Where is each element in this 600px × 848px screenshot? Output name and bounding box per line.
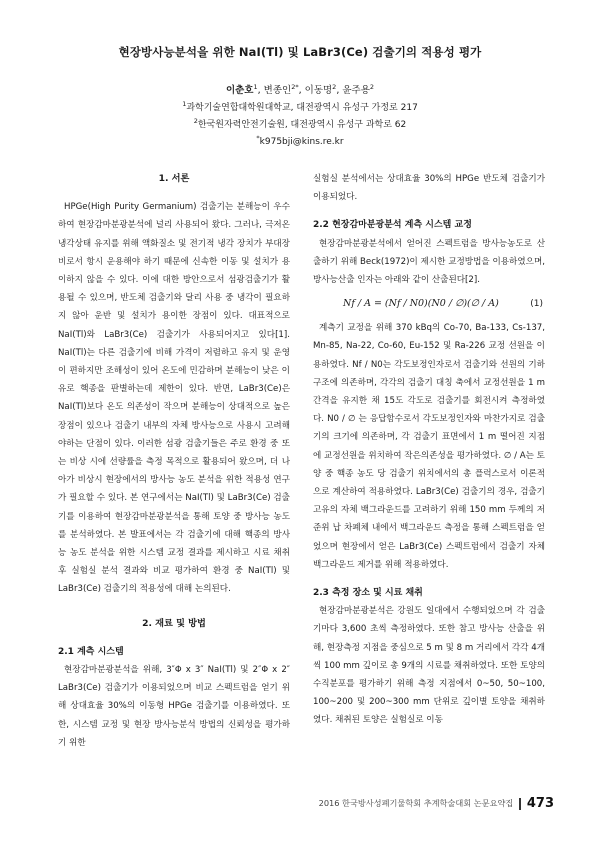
section-2-1-heading: 2.1 계측 시스템 [58,646,124,657]
affiliation-1 [0,100,600,113]
section-2-3-heading: 2.3 측정 장소 및 시료 채취 [313,588,423,599]
author-3-sup: 2 [332,82,337,91]
equation-1 [313,289,545,319]
equation-number: (1) [530,299,543,310]
equation-body: Nf / A = (Nf / N0)(N0 / ∅)(∅ / A) [343,298,499,310]
affiliation-2 [0,117,600,130]
author-4-sup: 2 [369,82,375,91]
author-list [0,82,600,96]
author-2-sup: 2* [291,82,299,91]
footer-separator [519,798,521,810]
section-2-heading: 2. 재료 및 방법 [142,617,206,629]
author-4: 윤주용 [342,85,370,96]
section-2-3-paragraph: 현장감마분광분석은 강원도 일대에서 수행되었으며 각 검출기마다 3,600 초씩 측정하였다. 또한 참고 방사능 산출을 위해, 현장측정 지점을 중심으로 5 m 및 8 m 거리에서 각각 4개씩 100 mm 깊이로 총 9개의 시료를 채취하였다. 또한 토양의 수직분포를 평가하기 위해 측정 지점에서 0~50, 50~100, 100~200 및 200~300 mm 단위로 깊이별 토양을 채취하였다. 채취된 토양은 실험실로 이동 [313,606,545,726]
footer-text: 2016 한국방사성폐기물학회 추계학술대회 논문요약집 [318,798,514,808]
page-number: 473 [526,796,554,811]
left-column [58,170,290,752]
author-2: 변종인 [263,85,292,96]
section-2-2-paragraph-1: 현장감마분광분석에서 얻어진 스펙트럼을 방사능농도로 산출하기 위해 Beck(1972)이 제시한 교정방법을 이용하였으며, 방사능산출 인자는 아래와 같이 산출된다[2]. [313,238,545,286]
continued-paragraph: 실험실 분석에서는 상대효율 30%의 HPGe 반도체 검출기가 이용되었다. [313,174,545,203]
right-column [313,170,545,730]
section-2-2-paragraph-2: 계측기 교정을 위해 370 kBq의 Co-70, Ba-133, Cs-137, Mn-85, Na-22, Co-60, Eu-152 및 Ra-226 교정 선원을 이용하였다. Nf / N0는 각도보정인자로서 검출기와 선원의 기하구조에 의존하며, 각각의 검출기 대칭 축에서 교정선원을 1 m 간격을 유지한 채 15도 각도로 검출기를 회전시켜 측정하였다. N0 / ∅ 는 응답함수로서 각도보정인자와 마찬가지로 검출기의 크기에 의존하며, 각 검출기 표면에서 1 m 떨어진 지점에 교정선원을 위치하여 작은의존성을 평가하였다. ∅ / A는 토양 중 핵종 농도 당 검출기 위치에서의 총 플럭스로서 이론적으로 계산하여 적용하였다. LaBr3(Ce) 검출기의 경우, 검출기 고유의 자체 백그라운드를 고려하기 위해 150 mm 두께의 저준위 납 차폐체 내에서 백그라운드 측정을 통해 스펙트럼을 얻었으며 현장에서 얻은 LaBr3(Ce) 스펙트럼에서 검출기 자체 백그라운드 제거를 위해 적용하였다. [313,323,545,570]
email-text: k975bji@kins.re.kr [259,137,344,147]
affiliation-email [0,134,600,147]
paper-title: 현장방사능분석을 위한 NaI(Tl) 및 LaBr3(Ce) 검출기의 적용성 평가 [118,45,482,59]
email-sup: * [256,134,260,142]
author-1-sup: 1 [253,82,258,91]
page-footer [319,796,554,811]
author-sep: , [336,85,343,96]
affiliation-1-sup: 1 [182,100,187,108]
section-1-paragraph: HPGe(High Purity Germanium) 검출기는 분해능이 우수하여 현장감마분광분석에 널리 사용되어 왔다. 그러나, 극저온 냉각상태 유지를 위해 액화질소 및 전기적 냉각 장치가 부대장비로서 항시 운용해야 하기 때문에 신속한 이동 및 설치가 용이하지 않을 수 있다. 이에 대한 방안으로서 섬광검출기가 활용될 수 있으며, 반도체 검출기와 달리 사용 중 냉각이 필요하지 않아 운반 및 설치가 용이한 장점이 있다. 대표적으로 NaI(Tl)와 LaBr3(Ce) 검출기가 사용되어지고 있다[1]. NaI(Tl)는 다른 검출기에 비해 가격이 저렴하고 유지 및 운영이 편하지만 조해성이 있어 온도에 민감하며 분해능이 낮은 이유로 핵종을 판별하는데 제한이 있다. 반면, LaBr3(Ce)은 NaI(Tl)보다 온도 의존성이 작으며 분해능이 상대적으로 높은 장점이 있으나 검출기 내부의 자체 방사능으로 사용시 고려해야하는 단점이 있다. 이러한 섬광 검출기들은 주로 환경 중 또는 비상 시에 선량률을 측정 목적으로 활용되어 왔으며, 더 나아가 비상시 현장에서의 방사능 농도 분석을 위한 적용성 연구가 필요할 수 있다. 본 연구에서는 NaI(Tl) 및 LaBr3(Ce) 검출기를 이용하여 현장감마분광분석을 통해 토양 중 방사능 농도를 분석하였다. 본 발표에서는 각 검출기에 대해 핵종의 방사능 농도 분석을 위한 시스템 교정 결과를 제시하고 시료 채취 후 실험실 분석 결과와 비교 평가하여 환경 중 NaI(Tl) 및 LaBr3(Ce) 검출기의 적용성에 대해 논의된다. [58,202,290,595]
affiliation-2-sup: 2 [193,117,198,125]
affiliation-2-text: 한국원자력안전기술원, 대전광역시 유성구 과학로 62 [197,120,407,130]
section-2-2-heading: 2.2 현장감마분광분석 계측 시스템 교정 [313,220,472,231]
author-3: 이동명 [304,85,333,96]
affiliation-1-text: 과학기술연합대학원대학교, 대전광역시 유성구 가정로 217 [186,103,418,113]
author-sep: , [298,85,305,96]
author-sep: , [257,85,264,96]
section-1-heading: 1. 서론 [158,173,190,184]
author-1: 이춘호 [225,85,254,96]
section-2-1-paragraph: 현장감마분광분석을 위해, 3″Φ x 3″ NaI(Tl) 및 2″Φ x 2″ LaBr3(Ce) 검출기가 이용되었으며 비교 스펙트럼을 얻기 위해 상대효율 30%의 이동형 HPGe 검출기를 이용하였다. 또한, 시스템 교정 및 현장 방사능분석 방법의 신뢰성을 평가하기 위한 [58,665,290,748]
